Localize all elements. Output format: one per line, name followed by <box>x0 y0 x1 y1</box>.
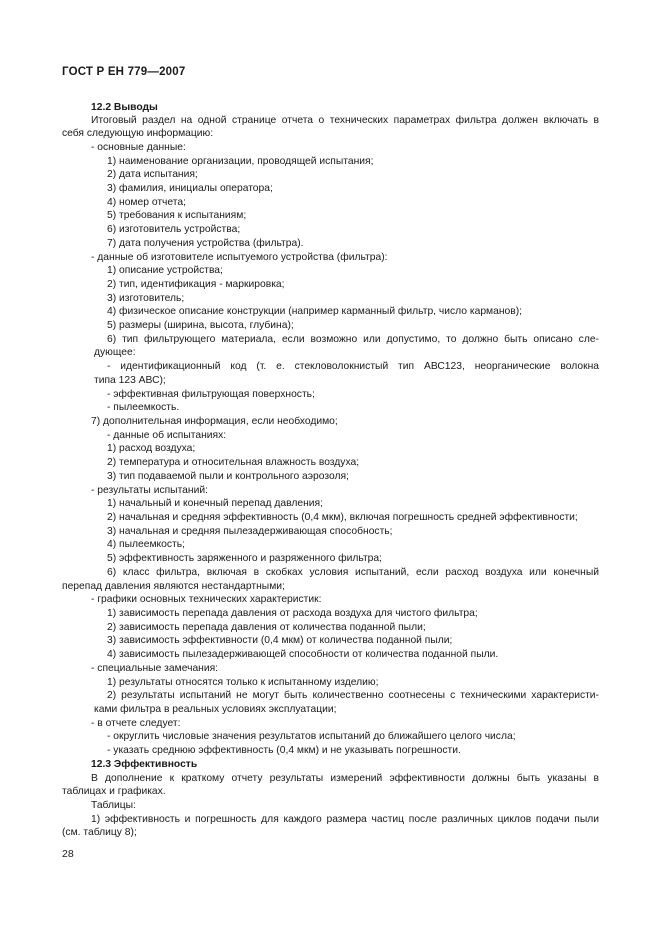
text-line: типа 123 АВС); <box>94 375 166 386</box>
page-number: 28 <box>62 848 74 860</box>
list-item: - данные об испытаниях: <box>107 430 227 441</box>
list-item: - данные об изготовителе испытуемого устройства (фильтра): <box>91 252 388 263</box>
list-item: 3) фамилия, инициалы оператора; <box>107 183 273 194</box>
list-item: 3) зависимость эффективности (0,4 мкм) от количества поданной пыли; <box>107 635 453 646</box>
list-item: 6) тип фильтрующего материала, если возможно или допустимо, то должно быть описано сле- <box>107 334 599 345</box>
list-item: 2) начальная и средняя эффективность (0,4 мкм), включая погрешность средней эффективности; <box>107 512 578 523</box>
list-item: - эффективная фильтрующая поверхность; <box>107 389 315 400</box>
text-line: В дополнение к краткому отчету результаты измерений эффективности должны быть указаны в <box>91 773 599 784</box>
list-item: 4) номер отчета; <box>107 197 186 208</box>
list-item: - округлить числовые значения результатов испытаний до ближайшего целого числа; <box>107 731 516 742</box>
list-item: 3) изготовитель; <box>107 293 185 304</box>
list-item: 1) зависимость перепада давления от расхода воздуха для чистого фильтра; <box>107 608 478 619</box>
document-header: ГОСТ Р ЕН 779—2007 <box>62 66 186 78</box>
list-item: - графики основных технических характеристик: <box>91 594 322 605</box>
list-item: 2) зависимость перепада давления от количества поданной пыли; <box>107 622 426 633</box>
list-item: 1) начальный и конечный перепад давления; <box>107 498 323 509</box>
list-item: 1) наименование организации, проводящей испытания; <box>107 156 374 167</box>
list-item: 1) результаты относятся только к испытанному изделию; <box>107 677 379 688</box>
text-line: (см. таблицу 8); <box>62 827 137 838</box>
text-line: дующее: <box>94 347 136 358</box>
list-item: 3) тип подаваемой пыли и контрольного аэрозоля; <box>107 471 349 482</box>
list-item: 1) эффективность и погрешность для каждого размера частиц после различных циклов подачи пыли <box>91 814 599 825</box>
list-item: 4) пылеемкость; <box>107 539 185 550</box>
text-line: ками фильтра в реальных условиях эксплуатации; <box>94 704 337 715</box>
list-item: 4) физическое описание конструкции (например карманный фильтр, число карманов); <box>107 306 523 317</box>
list-item: - пылеемкость. <box>107 402 180 413</box>
text-line: себя следующую информацию: <box>62 128 214 139</box>
list-item: 5) размеры (ширина, высота, глубина); <box>107 320 294 331</box>
list-item: 6) изготовитель устройства; <box>107 224 241 235</box>
list-item: 7) дополнительная информация, если необходимо; <box>91 416 338 427</box>
list-item: 2) температура и относительная влажность воздуха; <box>107 457 360 468</box>
list-item: 5) эффективность заряженного и разряженного фильтра; <box>107 553 382 564</box>
list-item: - основные данные: <box>91 142 186 153</box>
text-line: перепад давления являются нестандартными; <box>62 581 285 592</box>
section-heading-12-3: 12.3 Эффективность <box>91 759 198 770</box>
list-item: 5) требования к испытаниям; <box>107 210 247 221</box>
text-line: Итоговый раздел на одной странице отчета о технических параметрах фильтра должен включать в <box>91 115 599 126</box>
text-line: таблицах и графиках. <box>62 786 166 797</box>
list-item: - результаты испытаний: <box>91 485 208 496</box>
list-item: 2) результаты испытаний не могут быть количественно соотнесены с техническими характеристи- <box>107 690 599 701</box>
list-item: 4) зависимость пылезадерживающей способности от количества поданной пыли. <box>107 649 499 660</box>
list-item: 3) начальная и средняя пылезадерживающая способность; <box>107 526 393 537</box>
text-line: Таблицы: <box>91 800 136 811</box>
list-item: - в отчете следует: <box>91 718 181 729</box>
list-item: 2) дата испытания; <box>107 169 198 180</box>
list-item: - специальные замечания: <box>91 663 219 674</box>
list-item: 2) тип, идентификация - маркировка; <box>107 279 285 290</box>
list-item: 1) расход воздуха; <box>107 443 196 454</box>
section-heading-12-2: 12.2 Выводы <box>91 102 158 113</box>
list-item: - указать среднюю эффективность (0,4 мкм) и не указывать погрешности. <box>107 745 461 756</box>
list-item: 6) класс фильтра, включая в скобках условия испытаний, если расход воздуха или конечный <box>107 567 599 578</box>
list-item: 7) дата получения устройства (фильтра). <box>107 238 304 249</box>
list-item: - идентификационный код (т. е. стекловолокнистый тип АВС123, неорганические волокна <box>107 361 599 372</box>
list-item: 1) описание устройства; <box>107 265 223 276</box>
